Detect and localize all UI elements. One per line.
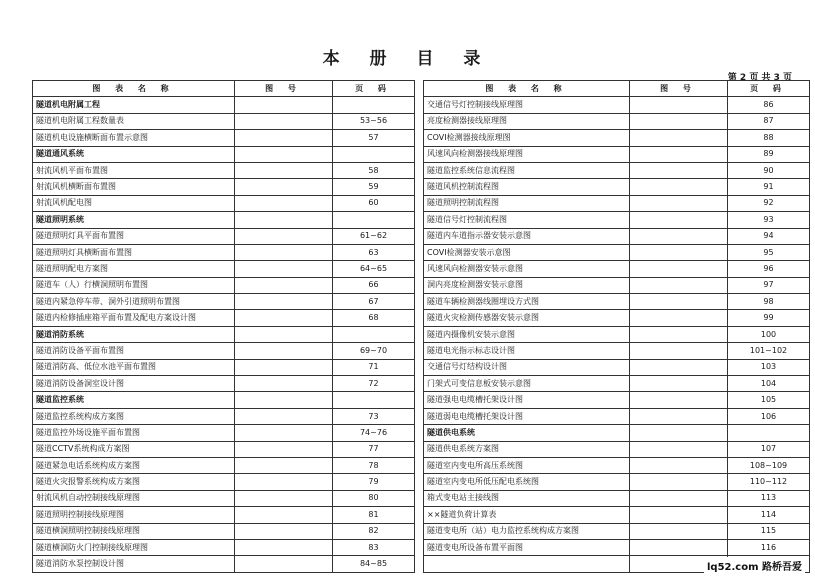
cell-number xyxy=(235,244,333,260)
cell-name: 隧道照明控制流程图 xyxy=(424,195,630,211)
cell-name: 隧道监控系统构成方案图 xyxy=(33,408,235,424)
cell-number xyxy=(630,195,728,211)
cell-page: 81 xyxy=(333,507,415,523)
cell-page: 83 xyxy=(333,539,415,555)
cell-name: 隧道照明灯具平面布置图 xyxy=(33,228,235,244)
cell-name: 亮度检测器接线原理图 xyxy=(424,113,630,129)
page-indicator: 第 2 页 共 3 页 xyxy=(727,73,792,83)
cell-name: 隧道内紧急停车带、洞外引道照明布置图 xyxy=(33,294,235,310)
cell-page: 53~56 xyxy=(333,113,415,129)
cell-number xyxy=(630,244,728,260)
table-row xyxy=(424,179,810,195)
cell-page: 115 xyxy=(728,523,810,539)
table-row xyxy=(33,376,415,392)
cell-number xyxy=(630,425,728,441)
table-row xyxy=(424,539,810,555)
cell-number xyxy=(235,294,333,310)
header-number: 图 号 xyxy=(630,81,728,97)
cell-page: 97 xyxy=(728,277,810,293)
cell-number xyxy=(235,97,333,113)
section-row xyxy=(33,146,415,162)
cell-number xyxy=(630,376,728,392)
cell-page: 105 xyxy=(728,392,810,408)
cell-number xyxy=(235,376,333,392)
cell-number xyxy=(235,441,333,457)
cell-name: 隧道电光指示标志设计图 xyxy=(424,343,630,359)
cell-name: 隧道火灾报警系统构成方案图 xyxy=(33,474,235,490)
cell-name: 箱式变电站主接线图 xyxy=(424,490,630,506)
table-row xyxy=(33,408,415,424)
table-row xyxy=(424,408,810,424)
cell-page: 110~112 xyxy=(728,474,810,490)
cell-number xyxy=(235,490,333,506)
cell-name: COVI检测器接线原理图 xyxy=(424,130,630,146)
cell-page: 99 xyxy=(728,310,810,326)
cell-number xyxy=(630,113,728,129)
cell-page: 94 xyxy=(728,228,810,244)
cell-page: 95 xyxy=(728,244,810,260)
cell-number xyxy=(235,457,333,473)
header-page: 页 码 xyxy=(728,81,810,97)
cell-number xyxy=(235,179,333,195)
section-row xyxy=(33,392,415,408)
table-row xyxy=(33,343,415,359)
table-row xyxy=(33,277,415,293)
cell-name: 隧道供电系统方案图 xyxy=(424,441,630,457)
cell-name: 隧道强电电缆槽托架设计图 xyxy=(424,392,630,408)
cell-name: 隧道变电所设备布置平面图 xyxy=(424,539,630,555)
cell-number xyxy=(630,97,728,113)
table-row xyxy=(33,556,415,572)
table-row xyxy=(33,310,415,326)
cell-name: 隧道弱电电缆槽托架设计图 xyxy=(424,408,630,424)
cell-name: 隧道监控系统 xyxy=(33,392,235,408)
cell-number xyxy=(630,392,728,408)
cell-page: 68 xyxy=(333,310,415,326)
table-row xyxy=(424,212,810,228)
cell-number xyxy=(235,261,333,277)
cell-name: 隧道消防系统 xyxy=(33,326,235,342)
table-row xyxy=(424,523,810,539)
cell-name: 隧道机电附属工程 xyxy=(33,97,235,113)
table-row xyxy=(33,539,415,555)
table-row xyxy=(424,244,810,260)
section-row xyxy=(33,97,415,113)
cell-name: 隧道信号灯控制流程图 xyxy=(424,212,630,228)
cell-page: 66 xyxy=(333,277,415,293)
cell-name: 风速风向检测器接线原理图 xyxy=(424,146,630,162)
catalog-table-right xyxy=(423,80,810,573)
cell-number xyxy=(630,228,728,244)
cell-number xyxy=(235,523,333,539)
cell-number xyxy=(235,212,333,228)
cell-name: 隧道照明灯具横断面布置图 xyxy=(33,244,235,260)
cell-page: 78 xyxy=(333,457,415,473)
cell-number xyxy=(630,130,728,146)
cell-number xyxy=(630,343,728,359)
cell-number xyxy=(630,146,728,162)
table-header-row xyxy=(424,81,810,97)
cell-number xyxy=(235,326,333,342)
cell-page xyxy=(333,212,415,228)
table-row xyxy=(424,359,810,375)
table-row xyxy=(424,130,810,146)
cell-number xyxy=(630,294,728,310)
cell-page: 96 xyxy=(728,261,810,277)
cell-number xyxy=(235,113,333,129)
table-row xyxy=(33,294,415,310)
cell-name: 隧道火灾检测传感器安装示意图 xyxy=(424,310,630,326)
cell-name: ××隧道负荷计算表 xyxy=(424,507,630,523)
cell-name: 隧道横洞照明控制接线原理图 xyxy=(33,523,235,539)
cell-number xyxy=(235,146,333,162)
cell-page: 114 xyxy=(728,507,810,523)
table-row xyxy=(33,457,415,473)
table-row xyxy=(33,195,415,211)
cell-name: 隧道车（人）行横洞照明布置图 xyxy=(33,277,235,293)
cell-name: 隧道风机控制流程图 xyxy=(424,179,630,195)
cell-number xyxy=(235,277,333,293)
cell-page: 58 xyxy=(333,162,415,178)
section-row xyxy=(33,212,415,228)
cell-number xyxy=(235,408,333,424)
cell-page: 63 xyxy=(333,244,415,260)
cell-page: 89 xyxy=(728,146,810,162)
table-row xyxy=(424,146,810,162)
cell-name: 隧道消防设备洞室设计图 xyxy=(33,376,235,392)
cell-page: 74~76 xyxy=(333,425,415,441)
catalog-table-left xyxy=(32,80,415,573)
cell-number xyxy=(630,457,728,473)
cell-number xyxy=(235,343,333,359)
catalog-title: 本 册 目 录 xyxy=(322,49,493,69)
cell-page xyxy=(333,97,415,113)
cell-number xyxy=(235,507,333,523)
table-row xyxy=(33,179,415,195)
cell-page xyxy=(333,326,415,342)
cell-page: 88 xyxy=(728,130,810,146)
cell-name: 隧道CCTV系统构成方案图 xyxy=(33,441,235,457)
cell-page: 104 xyxy=(728,376,810,392)
cell-page: 113 xyxy=(728,490,810,506)
cell-name: 交通信号灯控制接线原理图 xyxy=(424,97,630,113)
cell-page: 57 xyxy=(333,130,415,146)
cell-name: 风速风向检测器安装示意图 xyxy=(424,261,630,277)
cell-page: 61~62 xyxy=(333,228,415,244)
table-row xyxy=(424,294,810,310)
cell-name: 交通信号灯结构设计图 xyxy=(424,359,630,375)
cell-page: 71 xyxy=(333,359,415,375)
cell-page: 73 xyxy=(333,408,415,424)
cell-number xyxy=(630,408,728,424)
header-number: 图 号 xyxy=(235,81,333,97)
cell-number xyxy=(630,212,728,228)
cell-page: 72 xyxy=(333,376,415,392)
cell-number xyxy=(630,310,728,326)
cell-name: 隧道机电设施横断面布置示意图 xyxy=(33,130,235,146)
cell-number xyxy=(235,228,333,244)
cell-name: 隧道内车道指示器安装示意图 xyxy=(424,228,630,244)
table-row xyxy=(424,310,810,326)
cell-name: 隧道通风系统 xyxy=(33,146,235,162)
table-row xyxy=(424,507,810,523)
cell-page: 80 xyxy=(333,490,415,506)
cell-number xyxy=(630,179,728,195)
cell-name: 隧道紧急电话系统构成方案图 xyxy=(33,457,235,473)
cell-page: 59 xyxy=(333,179,415,195)
table-row xyxy=(424,277,810,293)
cell-page: 116 xyxy=(728,539,810,555)
cell-name: 射流风机横断面布置图 xyxy=(33,179,235,195)
table-row xyxy=(424,261,810,277)
cell-number xyxy=(630,441,728,457)
cell-name: 射流风机平面布置图 xyxy=(33,162,235,178)
cell-name: COVI检测器安装示意图 xyxy=(424,244,630,260)
cell-page: 92 xyxy=(728,195,810,211)
cell-page: 91 xyxy=(728,179,810,195)
cell-number xyxy=(630,474,728,490)
catalog-rows-left xyxy=(33,97,415,572)
table-row xyxy=(33,113,415,129)
table-row xyxy=(33,507,415,523)
cell-name: 隧道横洞防火门控制接线原理图 xyxy=(33,539,235,555)
table-row xyxy=(424,376,810,392)
cell-number xyxy=(630,261,728,277)
cell-name: 隧道内摄像机安装示意图 xyxy=(424,326,630,342)
table-row xyxy=(33,228,415,244)
cell-number xyxy=(235,556,333,572)
cell-number xyxy=(235,359,333,375)
cell-number xyxy=(630,507,728,523)
cell-page: 90 xyxy=(728,162,810,178)
header-page: 页 码 xyxy=(333,81,415,97)
cell-name: 隧道车辆检测器线圈埋设方式图 xyxy=(424,294,630,310)
cell-name: 隧道消防高、低位水池平面布置图 xyxy=(33,359,235,375)
cell-name: 隧道室内变电所低压配电系统图 xyxy=(424,474,630,490)
table-row xyxy=(33,441,415,457)
table-row xyxy=(424,326,810,342)
table-row xyxy=(33,425,415,441)
cell-name: 洞内亮度检测器安装示意图 xyxy=(424,277,630,293)
cell-number xyxy=(630,523,728,539)
cell-name: 隧道照明控制接线原理图 xyxy=(33,507,235,523)
cell-name: 门架式可变信息板安装示意图 xyxy=(424,376,630,392)
cell-page: 82 xyxy=(333,523,415,539)
cell-name: 隧道照明系统 xyxy=(33,212,235,228)
header-name: 图 表 名 称 xyxy=(424,81,630,97)
table-row xyxy=(424,457,810,473)
cell-number xyxy=(630,490,728,506)
cell-name: 隧道照明配电方案图 xyxy=(33,261,235,277)
cell-page: 100 xyxy=(728,326,810,342)
table-row xyxy=(33,523,415,539)
table-row xyxy=(424,162,810,178)
cell-number xyxy=(630,277,728,293)
cell-page: 108~109 xyxy=(728,457,810,473)
cell-name: 隧道供电系统 xyxy=(424,425,630,441)
cell-name: 隧道室内变电所高压系统图 xyxy=(424,457,630,473)
catalog-rows-right xyxy=(424,97,810,572)
cell-name: 射流风机配电图 xyxy=(33,195,235,211)
table-row xyxy=(33,261,415,277)
cell-number xyxy=(235,162,333,178)
cell-page: 77 xyxy=(333,441,415,457)
cell-number xyxy=(630,326,728,342)
cell-page xyxy=(333,392,415,408)
cell-name: 隧道变电所（站）电力监控系统构成方案图 xyxy=(424,523,630,539)
table-row xyxy=(424,441,810,457)
table-row xyxy=(33,474,415,490)
cell-page: 107 xyxy=(728,441,810,457)
cell-number xyxy=(235,310,333,326)
cell-number xyxy=(630,539,728,555)
cell-page: 103 xyxy=(728,359,810,375)
cell-page: 98 xyxy=(728,294,810,310)
table-row xyxy=(33,244,415,260)
table-row xyxy=(424,195,810,211)
cell-number xyxy=(235,539,333,555)
cell-page: 93 xyxy=(728,212,810,228)
cell-page: 87 xyxy=(728,113,810,129)
cell-number xyxy=(235,195,333,211)
cell-name: 隧道监控外场设施平面布置图 xyxy=(33,425,235,441)
cell-name: 隧道消防水泵控制设计图 xyxy=(33,556,235,572)
site-watermark: lq52.com 路桥吾爱 xyxy=(704,557,805,574)
cell-page xyxy=(728,425,810,441)
cell-page: 69~70 xyxy=(333,343,415,359)
section-row xyxy=(424,425,810,441)
cell-page: 86 xyxy=(728,97,810,113)
table-row xyxy=(424,113,810,129)
table-row xyxy=(424,474,810,490)
table-row xyxy=(424,228,810,244)
cell-name: 隧道监控系统信息流程图 xyxy=(424,162,630,178)
cell-page: 67 xyxy=(333,294,415,310)
cell-number xyxy=(235,425,333,441)
cell-name: 隧道机电附属工程数量表 xyxy=(33,113,235,129)
cell-page xyxy=(333,146,415,162)
table-row xyxy=(33,490,415,506)
table-row xyxy=(33,162,415,178)
table-row xyxy=(424,490,810,506)
section-row xyxy=(33,326,415,342)
cell-number xyxy=(630,162,728,178)
table-row xyxy=(33,359,415,375)
cell-page: 79 xyxy=(333,474,415,490)
cell-number xyxy=(235,392,333,408)
cell-page: 60 xyxy=(333,195,415,211)
cell-name: 射流风机自动控制接线原理图 xyxy=(33,490,235,506)
cell-number xyxy=(235,474,333,490)
table-row xyxy=(33,130,415,146)
cell-number xyxy=(630,359,728,375)
cell-name xyxy=(424,556,630,572)
table-header-row xyxy=(33,81,415,97)
table-row xyxy=(424,343,810,359)
cell-number xyxy=(235,130,333,146)
cell-page: 64~65 xyxy=(333,261,415,277)
table-row xyxy=(424,97,810,113)
cell-page: 84~85 xyxy=(333,556,415,572)
header-name: 图 表 名 称 xyxy=(33,81,235,97)
cell-page: 101~102 xyxy=(728,343,810,359)
cell-page: 106 xyxy=(728,408,810,424)
cell-name: 隧道内检修插座箱平面布置及配电方案设计图 xyxy=(33,310,235,326)
cell-name: 隧道消防设备平面布置图 xyxy=(33,343,235,359)
table-row xyxy=(424,392,810,408)
